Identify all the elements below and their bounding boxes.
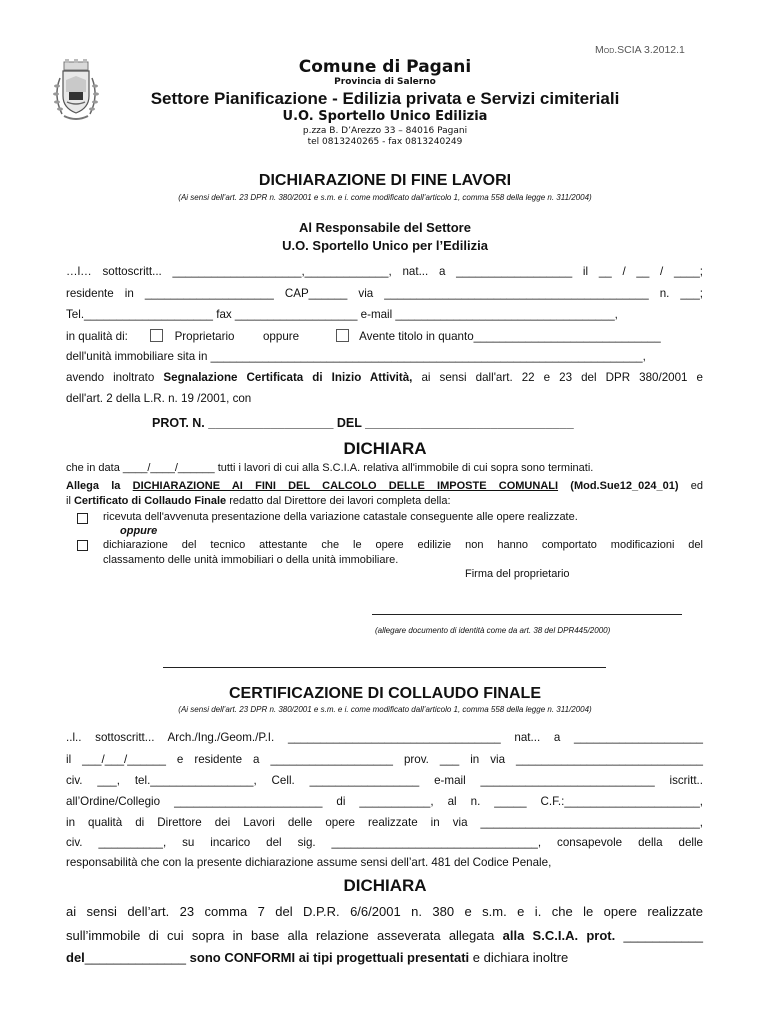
final-line-3: del______________ sono CONFORMI ai tipi progettuali presentati e dichiara inoltre (66, 950, 569, 965)
uo-title: U.O. Sportello Unico Edilizia (282, 109, 488, 124)
line-allega: Allega la DICHIARAZIONE AI FINI DEL CALCOLO DELLE IMPOSTE COMUNALI (Mod.Sue12_024_01) ed (66, 480, 703, 492)
dichiarazione-tecnico-checkbox[interactable] (77, 540, 88, 551)
avente-titolo-label[interactable]: Avente titolo in quanto_____________________________ (359, 330, 661, 343)
section1-title: DICHIARAZIONE DI FINE LAVORI (258, 172, 512, 189)
line-sottoscritto[interactable]: …l… sottoscritt... ____________________,_____________, nat... a __________________ il __ / __ / ____; (66, 265, 703, 278)
dichiarazione-tecnico-label-2: classamento delle unità immobiliari o della unità immobiliare. (103, 554, 399, 566)
proprietario-label: Proprietario (174, 330, 235, 343)
comune-title: Comune di Pagani (298, 57, 472, 77)
collaudo-line-1[interactable]: ..l.. sottoscritt... Arch./Ing./Geom./P.I. _________________________________ nat... a ____________________ (66, 731, 703, 744)
final-prot-blank[interactable]: ___________ (623, 928, 703, 943)
recipient-line-1: Al Responsabile del Settore (299, 220, 471, 235)
settore: Settore Pianificazione - Edilizia privata e Servizi cimiteriali (150, 89, 620, 108)
signature-line[interactable] (372, 614, 682, 615)
separator-line (163, 667, 606, 668)
section2-subtitle: (Ai sensi dell’art. 23 DPR n. 380/2001 e s.m. e i. come modificato dall’articolo 1, comma 558 della legge n. 311/2004) (178, 705, 592, 714)
collaudo-line-6[interactable]: civ. __________, su incarico del sig. ________________________________, consapevole della delle (66, 836, 703, 849)
provincia: Provincia di Salerno (334, 77, 436, 87)
line-certificato: il Certificato di Collaudo Finale redatto dal Direttore dei lavori completa della: (66, 495, 451, 507)
qualita-label: in qualità di: (66, 330, 128, 343)
collaudo-line-3[interactable]: civ. ___, tel.________________, Cell. _________________ e-mail ___________________________ iscritt.. (66, 774, 703, 787)
avente-titolo-checkbox[interactable] (336, 329, 349, 342)
line-art2: dell'art. 2 della L.R. n. 19 /2001, con (66, 392, 252, 405)
proprietario-checkbox[interactable] (150, 329, 163, 342)
ricevuta-checkbox[interactable] (77, 513, 88, 524)
line-residente[interactable]: residente in ____________________ CAP______ via _________________________________________ n. ___; (66, 287, 703, 300)
collaudo-line-4[interactable]: all’Ordine/Collegio _______________________ di ___________, al n. _____ C.F.:_____________________, (66, 795, 703, 808)
ricevuta-label: ricevuta dell'avvenuta presentazione della variazione catastale conseguente alle opere realizzate. (103, 511, 578, 523)
tel-fax: tel 0813240265 - fax 0813240249 (307, 137, 463, 147)
section2-title: CERTIFICAZIONE DI COLLAUDO FINALE (229, 685, 541, 702)
collaudo-line-7: responsabilità che con la presente dichiarazione assume sensi dell’art. 481 del Codice Penale, (66, 856, 552, 869)
collaudo-line-5[interactable]: in qualità di Direttore dei Lavori delle opere realizzate in via __________________________________, (66, 816, 703, 829)
line-data[interactable]: che in data ____/____/______ tutti i lavori di cui alla S.C.I.A. relativa all'immobile di cui sopra sono terminati. (66, 462, 594, 474)
oppure-bold: oppure (120, 525, 158, 537)
line-avendo: avendo inoltrato Segnalazione Certificata di Inizio Attività, ai sensi dall'art. 22 e 23 del DPR 380/2001 e (66, 371, 703, 384)
mod-code: Mod.SCIA 3.2012.1 (595, 44, 685, 56)
allegare-note: (allegare documento di identità come da art. 38 del DPR445/2000) (375, 626, 611, 635)
dichiara-heading-2: DICHIARA (343, 876, 427, 895)
dichiarazione-tecnico-label: dichiarazione del tecnico attestante che le opere edilizie non hanno comportato modificazioni del (103, 539, 703, 551)
oppure-label: oppure (262, 330, 300, 343)
qualita-row (66, 329, 661, 343)
collaudo-line-2[interactable]: il ___/___/______ e residente a ___________________ prov. ___ in via _____________________________ (66, 753, 703, 766)
final-line-1: ai sensi dell’art. 23 comma 7 del D.P.R. 6/6/2001 n. 380 e s.m. e i. che le opere realizzate (66, 904, 703, 919)
final-line-2: sull’immobile di cui sopra in base alla relazione asseverata allegata alla S.C.I.A. prot. ___________ (66, 928, 703, 943)
line-tel[interactable]: Tel.____________________ fax ___________________ e-mail __________________________________, (66, 308, 618, 321)
final-del-blank[interactable]: ______________ (84, 950, 187, 965)
dichiara-heading-1: DICHIARA (343, 439, 427, 458)
address: p.zza B. D’Arezzo 33 – 84016 Pagani (302, 126, 468, 136)
section1-subtitle: (Ai sensi dell’art. 23 DPR n. 380/2001 e s.m. e i. come modificato dall’articolo 1, comma 558 della legge n. 311/2004) (178, 193, 592, 202)
recipient-line-2: U.O. Sportello Unico per l’Edilizia (282, 238, 488, 253)
firma-proprietario: Firma del proprietario (465, 568, 570, 580)
line-unita[interactable]: dell'unità immobiliare sita in ___________________________________________________________________, (66, 350, 646, 363)
prot-line[interactable]: PROT. N. __________________ DEL ______________________________ (152, 416, 574, 430)
